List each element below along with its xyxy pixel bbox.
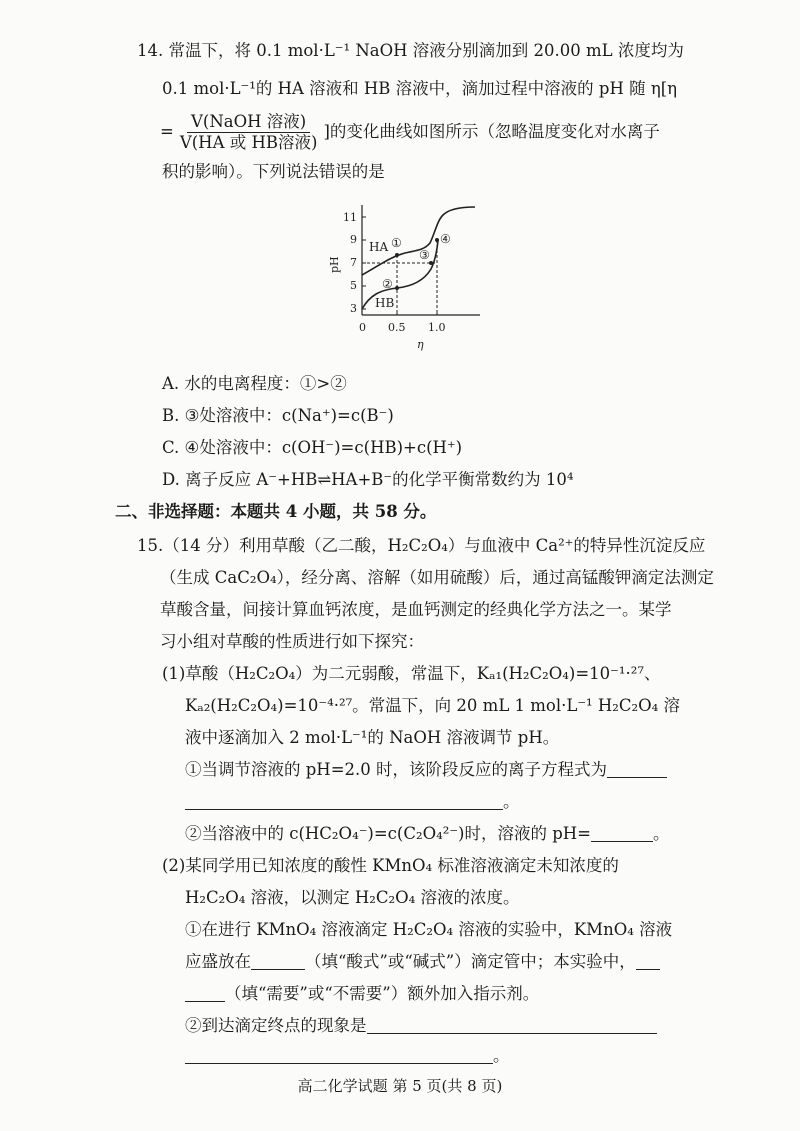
point-2-dot xyxy=(395,286,399,290)
q15-p2-sub1-pre: 应盛放在 xyxy=(185,952,251,971)
q14-line3-rest: ]的变化曲线如图所示（忽略温度变化对水离子 xyxy=(323,122,660,141)
period-2: 。 xyxy=(653,824,670,843)
q14-line2: 0.1 mol·L⁻¹的 HA 溶液和 HB 溶液中，滴加过程中溶液的 pH 随 η[η xyxy=(162,79,678,98)
y-tick-7: 7 xyxy=(350,256,357,269)
q14-eq-sign: = xyxy=(160,122,174,141)
answer-blank-indicator-b[interactable] xyxy=(185,985,225,1002)
q15-line1: 15.（14 分）利用草酸（乙二酸，H₂C₂O₄）与血液中 Ca²⁺的特异性沉淀反应 xyxy=(137,536,706,555)
x-tick-0: 0 xyxy=(359,321,366,334)
y-tick-5: 5 xyxy=(350,279,357,292)
q15-line2: （生成 CaC₂O₄），经分离、溶解（如用硫酸）后，通过高锰酸钾滴定法测定 xyxy=(160,568,714,587)
x-axis-label: η xyxy=(417,338,424,351)
curve-label-hb: HB xyxy=(375,296,395,310)
q15-p1-sub2-text: ②当溶液中的 c(HC₂O₄⁻)=c(C₂O₄²⁻)时，溶液的 pH= xyxy=(185,824,592,843)
page-footer: 高二化学试题 第 5 页(共 8 页) xyxy=(297,1077,503,1095)
q15-p2-sub1-line3 xyxy=(185,983,539,1005)
y-tick-9: 9 xyxy=(350,233,357,246)
eta-denominator: V(HA 或 HB溶液) xyxy=(179,133,318,152)
eta-fraction xyxy=(176,112,322,153)
q15-p2-sub2-text: ②到达滴定终点的现象是 xyxy=(185,1016,367,1035)
ph-titration-graph xyxy=(325,195,485,355)
answer-blank-indicator-a[interactable] xyxy=(636,953,660,970)
answer-blank-ionic-eq-a[interactable] xyxy=(607,761,667,778)
q15-p2-sub2-cont xyxy=(185,1045,510,1067)
q15-p2-line2: H₂C₂O₄ 溶液，以测定 H₂C₂O₄ 溶液的浓度。 xyxy=(185,888,520,907)
point-4-dot xyxy=(435,238,439,242)
q15-p1-line3: 液中逐滴加入 2 mol·L⁻¹的 NaOH 溶液调节 pH。 xyxy=(185,728,560,747)
period-1: 。 xyxy=(503,792,520,811)
y-tick-3: 3 xyxy=(350,302,357,315)
q15-p1-sub1 xyxy=(185,759,667,781)
point-label-1: ① xyxy=(391,236,402,250)
q15-p2-sub1-line1: ①在进行 KMnO₄ 溶液滴定 H₂C₂O₄ 溶液的实验中，KMnO₄ 溶液 xyxy=(185,920,673,939)
q14-line3 xyxy=(160,110,660,154)
option-c: C. ④处溶液中：c(OH⁻)=c(HB)+c(H⁺) xyxy=(162,438,463,457)
y-axis-label: pH xyxy=(328,256,341,273)
option-d: D. 离子反应 A⁻+HB⇌HA+B⁻的化学平衡常数约为 10⁴ xyxy=(162,470,574,489)
eta-numerator: V(NaOH 溶液) xyxy=(187,112,310,133)
q15-p1-line1: (1)草酸（H₂C₂O₄）为二元弱酸，常温下，Kₐ₁(H₂C₂O₄)=10⁻¹·²⁷、 xyxy=(162,664,661,683)
point-1-dot xyxy=(395,253,399,257)
y-tick-11: 11 xyxy=(343,211,357,224)
x-tick-10: 1.0 xyxy=(428,321,446,334)
answer-blank-endpoint-b[interactable] xyxy=(185,1047,493,1064)
answer-blank-ionic-eq-b[interactable] xyxy=(185,793,503,810)
period-3: 。 xyxy=(493,1046,510,1065)
q15-p1-sub1-text: ①当调节溶液的 pH=2.0 时，该阶段反应的离子方程式为 xyxy=(185,760,608,779)
answer-blank-endpoint-a[interactable] xyxy=(367,1017,657,1034)
q14-line1: 14. 常温下，将 0.1 mol·L⁻¹ NaOH 溶液分别滴加到 20.00 mL 浓度均为 xyxy=(137,41,684,60)
curve-label-ha: HA xyxy=(369,240,389,254)
answer-blank-ph[interactable] xyxy=(591,825,653,842)
q15-p2-sub1-tail: （填“需要”或“不需要”）额外加入指示剂。 xyxy=(225,984,540,1003)
q15-p1-sub2 xyxy=(185,823,670,845)
q15-p2-line1: (2)某同学用已知浓度的酸性 KMnO₄ 标准溶液滴定未知浓度的 xyxy=(162,856,619,875)
section-2-heading: 二、非选择题：本题共 4 小题，共 58 分。 xyxy=(115,502,437,521)
answer-blank-burette[interactable] xyxy=(251,953,305,970)
point-label-4: ④ xyxy=(440,232,451,246)
q15-line4: 习小组对草酸的性质进行如下探究： xyxy=(160,632,424,651)
x-tick-05: 0.5 xyxy=(388,321,406,334)
q15-p2-sub2 xyxy=(185,1015,657,1037)
q15-p1-line2: Kₐ₂(H₂C₂O₄)=10⁻⁴·²⁷。常温下，向 20 mL 1 mol·L⁻¹ H₂C₂O₄ 溶 xyxy=(185,696,681,715)
point-label-3: ③ xyxy=(419,248,430,262)
q15-line3: 草酸含量，间接计算血钙浓度，是血钙测定的经典化学方法之一。某学 xyxy=(160,600,672,619)
option-a: A. 水的电离程度：①>② xyxy=(162,374,347,393)
option-b: B. ③处溶液中：c(Na⁺)=c(B⁻) xyxy=(162,406,394,425)
q15-p2-sub1-mid: （填“酸式”或“碱式”）滴定管中；本实验中， xyxy=(305,952,636,971)
point-label-2: ② xyxy=(382,277,393,291)
q14-line4: 积的影响）。下列说法错误的是 xyxy=(162,162,385,181)
q15-p2-sub1-line2 xyxy=(185,951,660,973)
q15-p1-sub1-cont xyxy=(185,791,520,813)
